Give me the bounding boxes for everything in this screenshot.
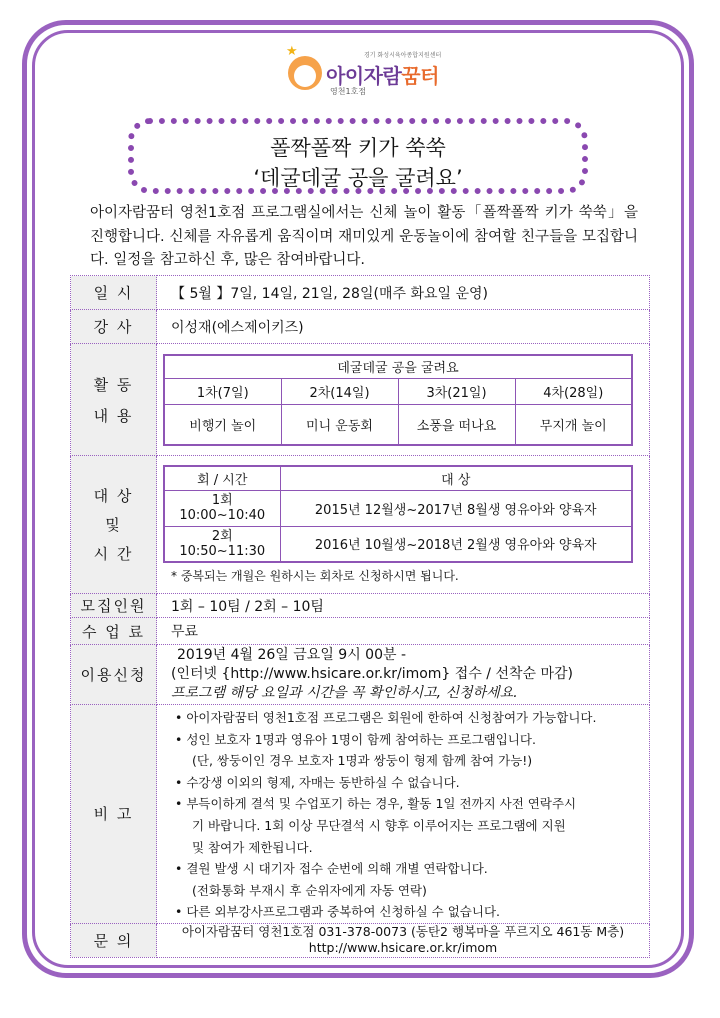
remark-item-cont: 및 참여가 제한됩니다. xyxy=(192,839,313,855)
row-activity xyxy=(71,344,650,456)
apply-date: 2019년 4월 26일 금요일 9시 00분 - xyxy=(177,647,407,663)
value-schedule: 【 5월 】7일, 14일, 21일, 28일(매주 화요일 운영) xyxy=(157,276,650,310)
remarks-cell xyxy=(157,705,650,924)
logo-name-main: 아이자람 xyxy=(326,64,402,88)
value-capacity: 1회 – 10팀 / 2회 – 10팀 xyxy=(157,594,650,618)
activity-round: 2차(14일) xyxy=(281,379,398,405)
logo-org-text: 경기 화성시육아종합지원센터 xyxy=(364,52,442,59)
contact-url[interactable]: http://www.hsicare.or.kr/imom xyxy=(308,940,498,956)
label-capacity: 모집인원 xyxy=(71,594,157,618)
remark-item: • 성인 보호자 1명과 영유아 1명이 함께 참여하는 프로그램입니다. xyxy=(175,731,536,747)
title-line-1: 폴짝폴짝 키가 쑥쑥 xyxy=(270,136,446,160)
label-target xyxy=(71,456,157,594)
contact-cell xyxy=(157,923,650,957)
intro-paragraph: 아이자람꿈터 영천1호점 프로그램실에서는 신체 놀이 활동「폴짝폴짝 키가 쑥쑥」을 진행합니다. 신체를 자유롭게 움직이며 재미있게 운동놀이에 참여할 친구들을 모집합니다. 일정을 참고하신 후, 많은 참여바랍니다. xyxy=(90,205,638,268)
row-instructor xyxy=(71,310,650,344)
logo-branch: 영천1호점 xyxy=(330,87,367,96)
target-session-label: 1회 xyxy=(211,493,233,508)
remark-item-cont: 기 바랍니다. 1회 이상 무단결석 시 향후 이루어지는 프로그램에 지원 xyxy=(192,817,566,833)
activity-content: 비행기 놀이 xyxy=(164,405,281,445)
row-fee xyxy=(71,618,650,645)
activity-round: 1차(7일) xyxy=(164,379,281,405)
label-remarks: 비 고 xyxy=(71,705,157,924)
activity-round: 4차(28일) xyxy=(515,379,632,405)
target-time-1 xyxy=(164,490,280,526)
row-apply xyxy=(71,645,650,705)
activity-round: 3차(21일) xyxy=(398,379,515,405)
target-desc-1: 2015년 12월생~2017년 8월생 영유아와 양육자 xyxy=(280,490,632,526)
label-target-line3: 시 간 xyxy=(93,545,134,563)
remark-item: • 아이자람꿈터 영천1호점 프로그램은 회원에 한하여 신청참여가 가능합니다. xyxy=(175,710,597,725)
remark-item: • 수강생 이외의 형제, 자매는 동반하실 수 없습니다. xyxy=(175,774,460,790)
label-apply: 이용신청 xyxy=(71,645,157,705)
title-box xyxy=(128,118,588,194)
row-capacity xyxy=(71,594,650,618)
target-session-label: 2회 xyxy=(211,528,233,544)
label-activity xyxy=(71,344,157,456)
apply-cell xyxy=(157,645,650,705)
info-table xyxy=(70,275,650,958)
remark-item: • 다른 외부강사프로그램과 중복하여 신청하실 수 없습니다. xyxy=(175,904,500,920)
activity-content: 소풍을 떠나요 xyxy=(398,405,515,445)
remarks-list xyxy=(157,705,649,923)
center-logo xyxy=(286,44,466,100)
label-target-line1: 대 상 xyxy=(93,487,134,505)
row-remarks xyxy=(71,705,650,924)
target-note: * 중복되는 개월은 원하시는 회차로 신청하시면 됩니다. xyxy=(171,569,459,583)
target-time-2 xyxy=(164,526,280,562)
label-target-line2: 및 xyxy=(105,516,122,534)
label-contact: 문 의 xyxy=(71,923,157,957)
activity-table xyxy=(163,354,633,446)
remark-item: • 부득이하게 결석 및 수업포기 하는 경우, 활동 1일 전까지 사전 연락주시 xyxy=(175,796,577,812)
star-icon: ★ xyxy=(286,44,298,59)
target-time-range: 10:00~10:40 xyxy=(179,508,266,523)
remark-item-cont: (전화통화 부재시 후 순위자에게 자동 연락) xyxy=(192,882,427,898)
smile-face-icon xyxy=(288,56,322,90)
target-col-target: 대 상 xyxy=(280,466,632,490)
target-desc-2: 2016년 10월생~2018년 2월생 영유아와 양육자 xyxy=(280,526,632,562)
label-activity-line2: 내 용 xyxy=(93,406,134,425)
activity-cell xyxy=(157,344,650,456)
target-col-time: 회 / 시간 xyxy=(164,466,280,490)
activity-content: 무지개 놀이 xyxy=(515,405,632,445)
remark-item-cont: (단, 쌍둥이인 경우 보호자 1명과 쌍둥이 형제 함께 참여 가능!) xyxy=(192,753,533,769)
row-schedule xyxy=(71,276,650,310)
row-target xyxy=(71,456,650,594)
label-activity-line1: 활 동 xyxy=(93,375,134,394)
activity-content: 미니 운동회 xyxy=(281,405,398,445)
value-instructor: 이성재(에스제이키즈) xyxy=(157,310,650,344)
contact-info: 아이자람꿈터 영천1호점 031-378-0073 (동탄2 행복마을 푸르지오 461동 M층) xyxy=(181,924,625,940)
label-fee: 수 업 료 xyxy=(71,618,157,645)
remark-item: • 결원 발생 시 대기자 접수 순번에 의해 개별 연락합니다. xyxy=(175,861,488,877)
target-cell xyxy=(157,456,650,594)
value-fee: 무료 xyxy=(157,618,650,645)
logo-name-accent: 꿈터 xyxy=(401,64,439,88)
row-contact xyxy=(71,923,650,957)
logo-name xyxy=(326,60,439,89)
apply-method: (인터넷 {http://www.hsicare.or.kr/imom} 접수 / 선착순 마감) xyxy=(171,666,573,682)
label-instructor: 강 사 xyxy=(71,310,157,344)
target-table xyxy=(163,465,633,563)
label-schedule: 일 시 xyxy=(71,276,157,310)
activity-header: 데굴데굴 공을 굴려요 xyxy=(164,355,632,379)
apply-notice: 프로그램 해당 요일과 시간을 꼭 확인하시고, 신청하세요. xyxy=(171,685,518,701)
title-line-2: ‘데굴데굴 공을 굴려요’ xyxy=(253,166,463,190)
target-time-range: 10:50~11:30 xyxy=(179,543,266,559)
